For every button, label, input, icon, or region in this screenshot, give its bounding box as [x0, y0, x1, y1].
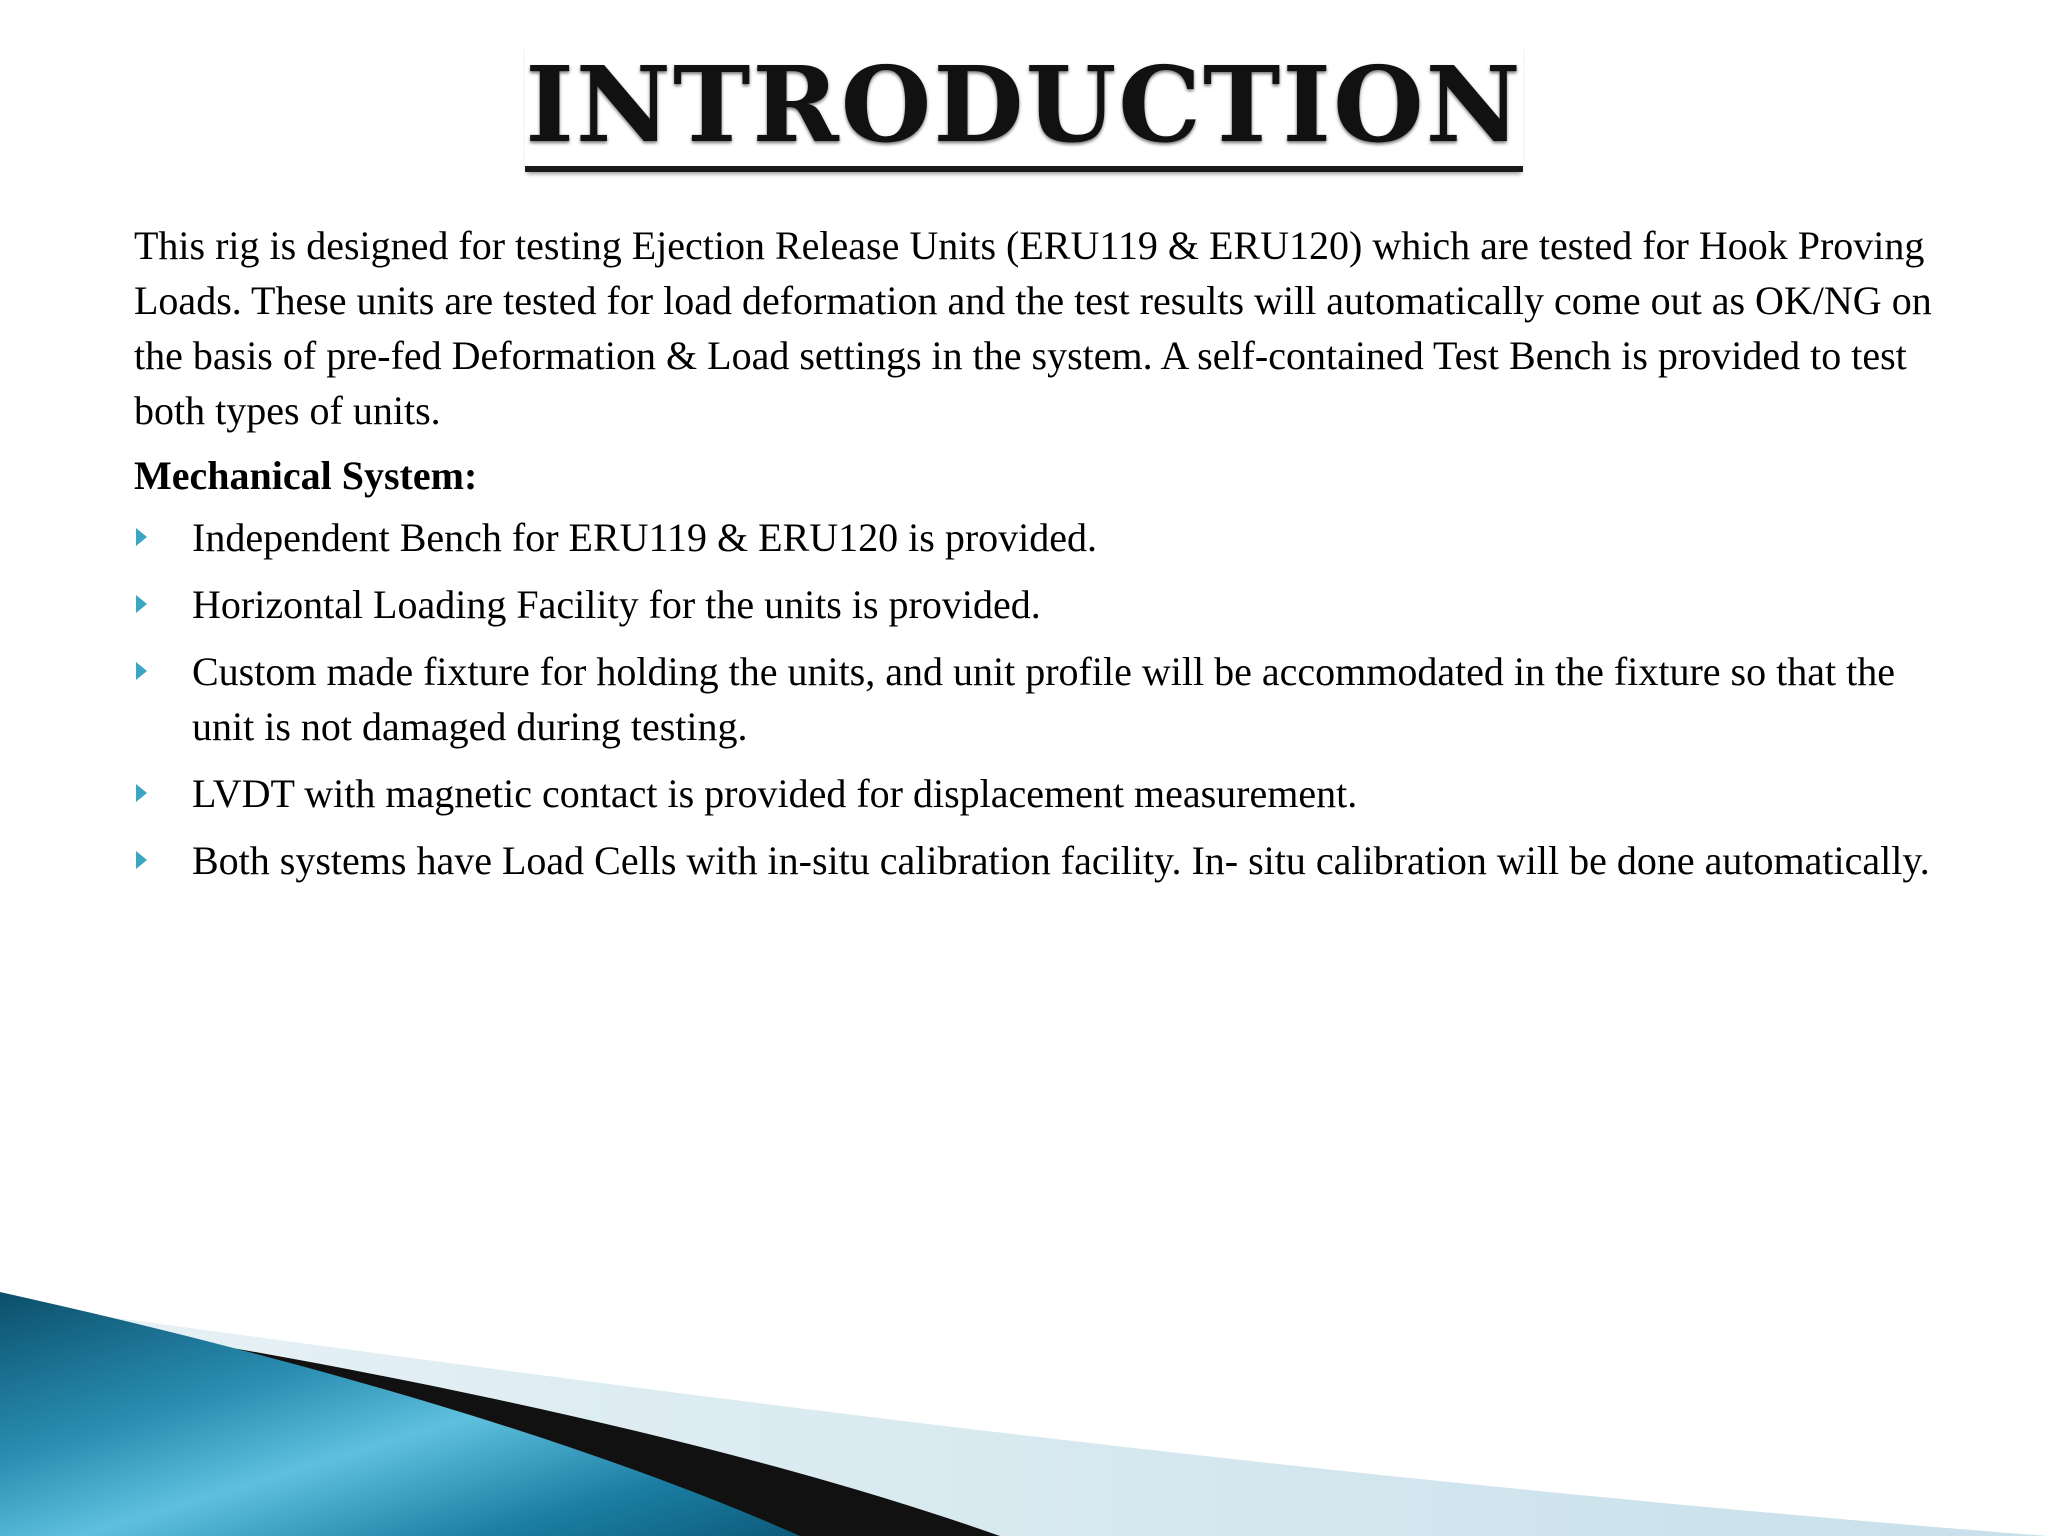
triangle-right-icon — [136, 595, 147, 613]
triangle-right-icon — [136, 662, 147, 680]
bullet-item — [134, 577, 1934, 632]
bullet-text: Custom made fixture for holding the units, and unit profile will be accommodated in the fixture so that the unit is not damaged during testing. — [192, 649, 1895, 749]
triangle-right-icon — [136, 528, 147, 546]
bullet-list — [134, 510, 1934, 888]
section-heading: Mechanical System: — [134, 453, 478, 498]
slide-title-text: INTRODUCTION — [525, 43, 1522, 172]
bullet-text: LVDT with magnetic contact is provided for displacement measurement. — [192, 771, 1358, 816]
corner-wave-decoration — [0, 1280, 2048, 1536]
slide-title — [0, 43, 2048, 166]
bullet-text: Independent Bench for ERU119 & ERU120 is provided. — [192, 515, 1098, 560]
triangle-right-icon — [136, 851, 147, 869]
bullet-text: Horizontal Loading Facility for the units is provided. — [192, 582, 1041, 627]
bullet-item — [134, 510, 1934, 565]
triangle-right-icon — [136, 784, 147, 802]
bullet-text: Both systems have Load Cells with in-situ calibration facility. In- situ calibration will be done automatically. — [192, 838, 1930, 883]
bullet-item — [134, 644, 1934, 754]
bullet-item — [134, 833, 1934, 888]
intro-paragraph: This rig is designed for testing Ejection Release Units (ERU119 & ERU120) which are tested for Hook Proving Loads. These units are tested for load deformation and the test results will automatically come out as OK/NG on the basis of pre-fed Deformation & Load settings in the system. A self-contained Test Bench is provided to test both types of units. — [134, 223, 1932, 433]
bullet-item — [134, 766, 1934, 821]
slide-body — [134, 218, 1934, 900]
